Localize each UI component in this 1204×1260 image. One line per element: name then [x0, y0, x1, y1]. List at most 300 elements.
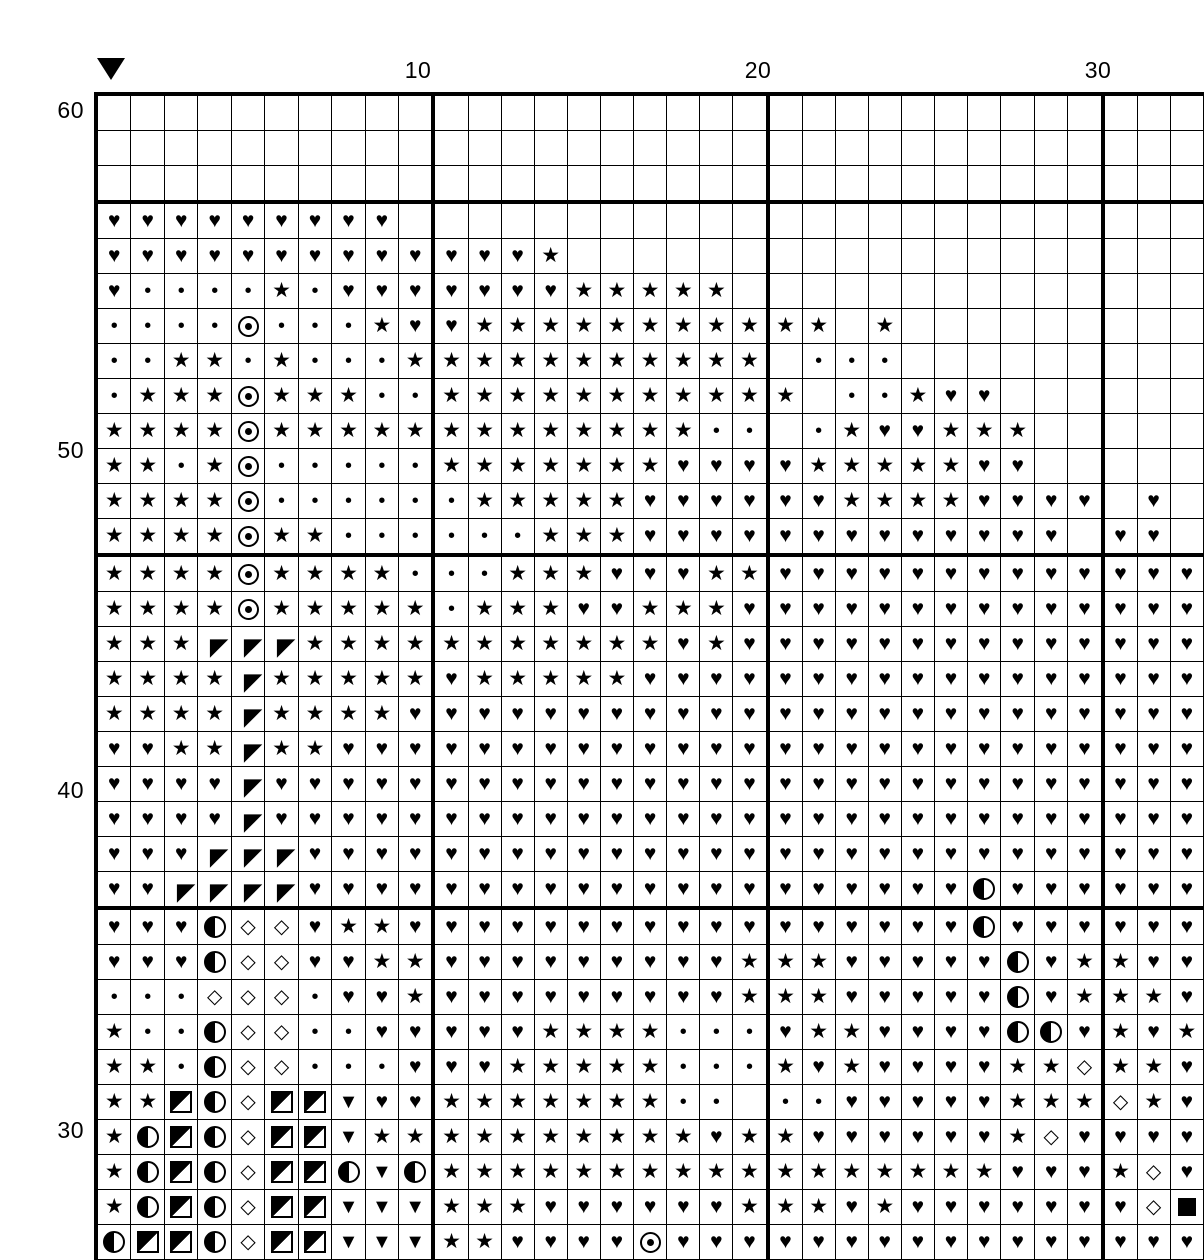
cell-symbol-star: ★: [541, 632, 561, 655]
pattern-cell: [1170, 662, 1203, 697]
cell-symbol-star: ★: [640, 384, 660, 407]
pattern-cell: [398, 802, 433, 837]
pattern-cell: [633, 484, 666, 519]
pattern-cell: [768, 1190, 803, 1225]
pattern-cell: [231, 802, 264, 837]
pattern-cell: [868, 131, 901, 166]
cell-symbol-dot-in-circle: [238, 599, 259, 620]
pattern-cell: [1068, 627, 1103, 662]
pattern-cell: [198, 1050, 231, 1085]
cell-symbol-heart: ♥: [1180, 702, 1194, 725]
pattern-cell: [1137, 627, 1170, 662]
pattern-cell: [633, 94, 666, 131]
pattern-cell: [733, 1155, 768, 1190]
pattern-cell: [398, 980, 433, 1015]
cell-symbol-diamond: ◇: [1076, 1056, 1093, 1078]
cell-symbol-star: ★: [138, 667, 158, 690]
pattern-cell: [433, 239, 468, 274]
pattern-cell: [365, 697, 398, 732]
pattern-cell: [700, 1120, 733, 1155]
cell-symbol-heart: ♥: [308, 244, 322, 267]
cell-symbol-heart: ♥: [845, 702, 858, 725]
cell-symbol-heart: ♥: [743, 702, 756, 725]
cell-symbol-dot: •: [177, 1021, 185, 1043]
pattern-cell: [600, 908, 633, 945]
pattern-cell: [231, 239, 264, 274]
pattern-cell: [1068, 309, 1103, 344]
pattern-cell: [600, 732, 633, 767]
pattern-cell: [501, 1225, 534, 1260]
pattern-row: [96, 555, 1204, 592]
cell-symbol-half-circle: [204, 1021, 226, 1043]
pattern-cell: [1068, 1085, 1103, 1120]
pattern-row: [96, 166, 1204, 203]
pattern-cell: [534, 131, 567, 166]
pattern-cell: [231, 344, 264, 379]
cell-symbol-heart: ♥: [478, 1055, 491, 1078]
cell-symbol-heart: ♥: [845, 1090, 858, 1113]
cell-symbol-star: ★: [1075, 950, 1094, 973]
cell-symbol-star: ★: [541, 349, 561, 372]
cell-symbol-half-circle: [204, 916, 226, 938]
pattern-cell: [365, 732, 398, 767]
pattern-cell: [332, 555, 365, 592]
cell-symbol-heart: ♥: [677, 985, 690, 1008]
pattern-cell: [131, 592, 164, 627]
cell-symbol-heart: ♥: [710, 1125, 723, 1148]
cell-symbol-star: ★: [607, 1090, 627, 1113]
cell-symbol-star: ★: [776, 384, 795, 407]
pattern-cell: [802, 274, 835, 309]
cell-symbol-heart: ♥: [577, 597, 591, 620]
pattern-cell: [901, 344, 934, 379]
pattern-cell: [231, 166, 264, 203]
cell-symbol-heart: ♥: [577, 737, 591, 760]
cell-symbol-heart: ♥: [1011, 1160, 1024, 1183]
pattern-cell: [1034, 379, 1067, 414]
pattern-cell: [534, 239, 567, 274]
cell-symbol-heart: ♥: [944, 1195, 958, 1218]
cell-symbol-heart: ♥: [141, 807, 154, 830]
pattern-cell: [164, 802, 197, 837]
cell-symbol-diamond: ◇: [1043, 1126, 1059, 1148]
pattern-cell: [365, 1155, 398, 1190]
cell-symbol-star: ★: [272, 702, 291, 725]
pattern-cell: [1170, 202, 1203, 239]
pattern-cell: [667, 1190, 700, 1225]
pattern-cell: [1170, 131, 1203, 166]
cell-symbol-heart: ♥: [275, 209, 288, 232]
cell-symbol-heart: ♥: [1180, 597, 1194, 620]
pattern-cell: [433, 767, 468, 802]
cell-symbol-star: ★: [776, 314, 795, 337]
cell-symbol-heart: ♥: [108, 950, 121, 973]
pattern-cell: [1034, 94, 1067, 131]
pattern-cell: [802, 1155, 835, 1190]
cell-symbol-star: ★: [305, 702, 325, 725]
pattern-cell: [901, 414, 934, 449]
cell-symbol-heart: ♥: [577, 1195, 591, 1218]
pattern-cell: [501, 449, 534, 484]
cell-symbol-star: ★: [475, 454, 494, 477]
cell-symbol-heart: ♥: [1011, 524, 1024, 547]
pattern-cell: [768, 627, 803, 662]
pattern-cell: [1034, 344, 1067, 379]
pattern-cell: [1170, 1225, 1203, 1260]
pattern-cell: [131, 1050, 164, 1085]
cell-symbol-heart: ♥: [610, 702, 624, 725]
cell-symbol-dot: •: [447, 490, 455, 512]
pattern-cell: [802, 1225, 835, 1260]
cell-symbol-heart: ♥: [1078, 562, 1091, 585]
cell-symbol-diamond: ◇: [273, 951, 290, 973]
cell-symbol-heart: ♥: [478, 279, 491, 302]
pattern-cell: [231, 662, 264, 697]
pattern-cell: [667, 274, 700, 309]
pattern-cell: [298, 1190, 331, 1225]
pattern-cell: [868, 980, 901, 1015]
cell-symbol-diamond: ◇: [240, 916, 256, 938]
pattern-cell: [164, 1225, 197, 1260]
pattern-cell: [633, 697, 666, 732]
pattern-cell: [398, 239, 433, 274]
pattern-cell: [700, 627, 733, 662]
pattern-cell: [934, 980, 967, 1015]
cell-symbol-heart: ♥: [141, 915, 154, 938]
cell-symbol-heart: ♥: [375, 985, 389, 1008]
pattern-cell: [198, 802, 231, 837]
cell-symbol-heart: ♥: [208, 209, 221, 232]
cell-symbol-star: ★: [1177, 1020, 1197, 1043]
pattern-cell: [1170, 697, 1203, 732]
pattern-cell: [868, 202, 901, 239]
cell-symbol-heart: ♥: [911, 1230, 925, 1253]
pattern-cell: [600, 555, 633, 592]
cell-symbol-heart: ♥: [743, 632, 756, 655]
cell-symbol-heart: ♥: [408, 772, 422, 795]
pattern-cell: [501, 484, 534, 519]
cell-symbol-dot: •: [378, 1056, 386, 1078]
cell-symbol-dot: •: [411, 385, 419, 407]
cell-symbol-heart: ♥: [610, 737, 624, 760]
pattern-cell: [967, 697, 1000, 732]
cell-symbol-heart: ♥: [977, 950, 991, 973]
cell-symbol-heart: ♥: [1180, 950, 1194, 973]
pattern-cell: [265, 945, 298, 980]
cell-symbol-heart: ♥: [445, 950, 458, 973]
cell-symbol-heart: ♥: [445, 772, 458, 795]
cell-symbol-half-circle: [137, 1126, 159, 1148]
pattern-cell: [1137, 1225, 1170, 1260]
cell-symbol-star: ★: [740, 349, 759, 372]
pattern-cell: [835, 94, 868, 131]
cell-symbol-star: ★: [442, 384, 461, 407]
pattern-cell: [265, 732, 298, 767]
pattern-cell: [567, 1085, 600, 1120]
cell-symbol-dot: •: [378, 455, 386, 477]
pattern-cell: [433, 627, 468, 662]
cell-symbol-heart: ♥: [812, 737, 825, 760]
pattern-cell: [967, 1155, 1000, 1190]
cell-symbol-heart: ♥: [1044, 702, 1058, 725]
cell-symbol-heart: ♥: [845, 597, 858, 620]
cell-symbol-star: ★: [305, 667, 325, 690]
cell-symbol-star: ★: [740, 384, 759, 407]
pattern-cell: [468, 872, 501, 909]
cell-symbol-star: ★: [1111, 1055, 1130, 1078]
cell-symbol-dot: •: [144, 1021, 152, 1043]
pattern-cell: [802, 802, 835, 837]
cell-symbol-diamond: ◇: [240, 1196, 256, 1218]
cell-symbol-star: ★: [809, 985, 829, 1008]
pattern-row: [96, 202, 1204, 239]
pattern-cell: [365, 274, 398, 309]
cell-symbol-star: ★: [607, 1160, 627, 1183]
pattern-cell: [733, 1050, 768, 1085]
pattern-cell: [868, 344, 901, 379]
cell-symbol-heart: ♥: [1044, 950, 1058, 973]
pattern-cell: [231, 767, 264, 802]
pattern-cell: [835, 732, 868, 767]
pattern-cell: [1170, 980, 1203, 1015]
pattern-cell: [198, 732, 231, 767]
pattern-cell: [1068, 697, 1103, 732]
cell-symbol-star: ★: [673, 314, 693, 337]
pattern-cell: [835, 1015, 868, 1050]
pattern-cell: [398, 697, 433, 732]
pattern-cell: [667, 519, 700, 556]
pattern-cell: [1137, 802, 1170, 837]
pattern-cell: [1034, 732, 1067, 767]
pattern-cell: [868, 94, 901, 131]
pattern-cell: [633, 1155, 666, 1190]
pattern-row: [96, 1190, 1204, 1225]
pattern-cell: [868, 1120, 901, 1155]
pattern-cell: [868, 1155, 901, 1190]
pattern-cell: [231, 1050, 264, 1085]
cell-symbol-heart: ♥: [1114, 1195, 1127, 1218]
cell-symbol-heart: ♥: [577, 985, 591, 1008]
cell-symbol-heart: ♥: [445, 279, 458, 302]
cell-symbol-heart: ♥: [445, 915, 458, 938]
cell-symbol-heart: ♥: [878, 842, 891, 865]
cell-symbol-star: ★: [574, 314, 594, 337]
cell-symbol-star: ★: [640, 1055, 660, 1078]
pattern-cell: [1170, 519, 1203, 556]
cell-symbol-heart: ♥: [445, 807, 458, 830]
pattern-cell: [468, 344, 501, 379]
cell-symbol-heart: ♥: [911, 524, 925, 547]
cell-symbol-star: ★: [640, 454, 660, 477]
pattern-cell: [365, 1085, 398, 1120]
cell-symbol-half-circle: [204, 1091, 226, 1113]
cell-symbol-heart: ♥: [812, 807, 825, 830]
pattern-cell: [1137, 414, 1170, 449]
cell-symbol-down-triangle: ▼: [338, 1231, 359, 1253]
cell-symbol-star: ★: [104, 524, 124, 547]
cell-symbol-star: ★: [475, 384, 494, 407]
pattern-cell: [1137, 1120, 1170, 1155]
cell-symbol-heart: ♥: [944, 667, 958, 690]
pattern-cell: [700, 484, 733, 519]
pattern-cell: [198, 94, 231, 131]
cell-symbol-heart: ♥: [743, 454, 756, 477]
pattern-cell: [700, 662, 733, 697]
pattern-cell: [1137, 1015, 1170, 1050]
cell-symbol-star: ★: [574, 454, 594, 477]
cell-symbol-star: ★: [508, 667, 528, 690]
pattern-cell: [365, 872, 398, 909]
pattern-cell: [398, 732, 433, 767]
pattern-cell: [967, 555, 1000, 592]
cell-symbol-star: ★: [1041, 1055, 1061, 1078]
cell-symbol-heart: ♥: [643, 915, 657, 938]
pattern-cell: [96, 767, 131, 802]
pattern-cell: [365, 344, 398, 379]
pattern-cell: [433, 1225, 468, 1260]
cell-symbol-dot: •: [110, 385, 118, 407]
pattern-cell: [131, 1155, 164, 1190]
pattern-cell: [96, 94, 131, 131]
pattern-cell: [868, 166, 901, 203]
pattern-cell: [501, 344, 534, 379]
pattern-cell: [1034, 1155, 1067, 1190]
cell-symbol-filled-triangle: [234, 735, 262, 763]
pattern-cell: [1001, 484, 1034, 519]
cell-symbol-heart: ♥: [1180, 807, 1194, 830]
pattern-row: [96, 309, 1204, 344]
cell-symbol-heart: ♥: [977, 667, 991, 690]
pattern-cell: [164, 837, 197, 872]
pattern-cell: [1068, 1155, 1103, 1190]
pattern-cell: [934, 344, 967, 379]
cell-symbol-dot: •: [110, 315, 118, 337]
pattern-cell: [1137, 908, 1170, 945]
cell-symbol-heart: ♥: [677, 524, 690, 547]
cell-symbol-star: ★: [706, 384, 726, 407]
cell-symbol-star: ★: [138, 524, 158, 547]
pattern-cell: [1137, 239, 1170, 274]
pattern-cell: [332, 309, 365, 344]
pattern-cell: [534, 802, 567, 837]
pattern-cell: [1103, 309, 1138, 344]
pattern-cell: [934, 1015, 967, 1050]
cell-symbol-heart: ♥: [1147, 1125, 1160, 1148]
pattern-cell: [1001, 945, 1034, 980]
pattern-cell: [298, 519, 331, 556]
cell-symbol-heart: ♥: [308, 950, 322, 973]
cell-symbol-star: ★: [104, 597, 124, 620]
pattern-cell: [198, 697, 231, 732]
pattern-cell: [468, 166, 501, 203]
cell-symbol-heart: ♥: [743, 489, 756, 512]
pattern-cell: [1001, 449, 1034, 484]
pattern-cell: [934, 484, 967, 519]
cell-symbol-heart: ♥: [677, 489, 690, 512]
cell-symbol-star: ★: [272, 667, 291, 690]
pattern-cell: [901, 627, 934, 662]
pattern-cell: [1034, 945, 1067, 980]
cell-symbol-heart: ♥: [408, 1055, 422, 1078]
pattern-cell: [700, 202, 733, 239]
pattern-cell: [667, 767, 700, 802]
pattern-cell: [868, 555, 901, 592]
cell-symbol-heart: ♥: [445, 702, 458, 725]
pattern-cell: [1001, 344, 1034, 379]
pattern-cell: [501, 908, 534, 945]
cell-symbol-diamond: ◇: [207, 986, 223, 1008]
pattern-cell: [1137, 484, 1170, 519]
cell-symbol-star: ★: [574, 524, 594, 547]
pattern-cell: [700, 697, 733, 732]
pattern-cell: [534, 94, 567, 131]
pattern-row: [96, 94, 1204, 131]
cell-symbol-heart: ♥: [643, 489, 657, 512]
pattern-cell: [901, 837, 934, 872]
cell-symbol-heart: ♥: [174, 807, 188, 830]
cell-symbol-star: ★: [138, 702, 158, 725]
pattern-cell: [802, 837, 835, 872]
cell-symbol-heart: ♥: [577, 772, 591, 795]
cell-symbol-heart: ♥: [141, 244, 154, 267]
pattern-cell: [901, 1085, 934, 1120]
pattern-cell: [667, 908, 700, 945]
cell-symbol-heart: ♥: [743, 842, 756, 865]
pattern-cell: [768, 166, 803, 203]
cell-symbol-heart: ♥: [779, 489, 792, 512]
pattern-cell: [365, 239, 398, 274]
cell-symbol-heart: ♥: [1044, 737, 1058, 760]
pattern-cell: [967, 202, 1000, 239]
cell-symbol-dot: •: [848, 385, 856, 407]
cell-symbol-dot: •: [144, 280, 152, 302]
pattern-cell: [501, 1190, 534, 1225]
pattern-row: [96, 1155, 1204, 1190]
cell-symbol-heart: ♥: [944, 597, 958, 620]
cell-symbol-star: ★: [405, 349, 425, 372]
pattern-cell: [1034, 592, 1067, 627]
cell-symbol-star: ★: [372, 915, 392, 938]
cell-symbol-star: ★: [809, 1020, 829, 1043]
pattern-cell: [1068, 980, 1103, 1015]
pattern-cell: [1137, 379, 1170, 414]
cell-symbol-star: ★: [875, 489, 895, 512]
pattern-cell: [1170, 166, 1203, 203]
cell-symbol-star: ★: [104, 1020, 124, 1043]
pattern-cell: [934, 872, 967, 909]
cell-symbol-dot: •: [712, 420, 720, 442]
pattern-grid: [94, 92, 1204, 1253]
pattern-cell: [600, 309, 633, 344]
cell-symbol-half-circle: [1040, 1021, 1062, 1043]
pattern-cell: [667, 662, 700, 697]
pattern-row: [96, 945, 1204, 980]
pattern-cell: [667, 1085, 700, 1120]
pattern-cell: [433, 592, 468, 627]
pattern-cell: [332, 1015, 365, 1050]
pattern-cell: [96, 1015, 131, 1050]
cell-symbol-heart: ♥: [511, 1230, 524, 1253]
pattern-cell: [600, 379, 633, 414]
pattern-cell: [265, 802, 298, 837]
cell-symbol-heart: ♥: [1044, 985, 1058, 1008]
cell-symbol-heart: ♥: [944, 632, 958, 655]
cell-symbol-heart: ♥: [174, 209, 188, 232]
pattern-cell: [967, 131, 1000, 166]
cell-symbol-heart: ♥: [743, 877, 756, 900]
pattern-cell: [835, 908, 868, 945]
pattern-cell: [96, 555, 131, 592]
